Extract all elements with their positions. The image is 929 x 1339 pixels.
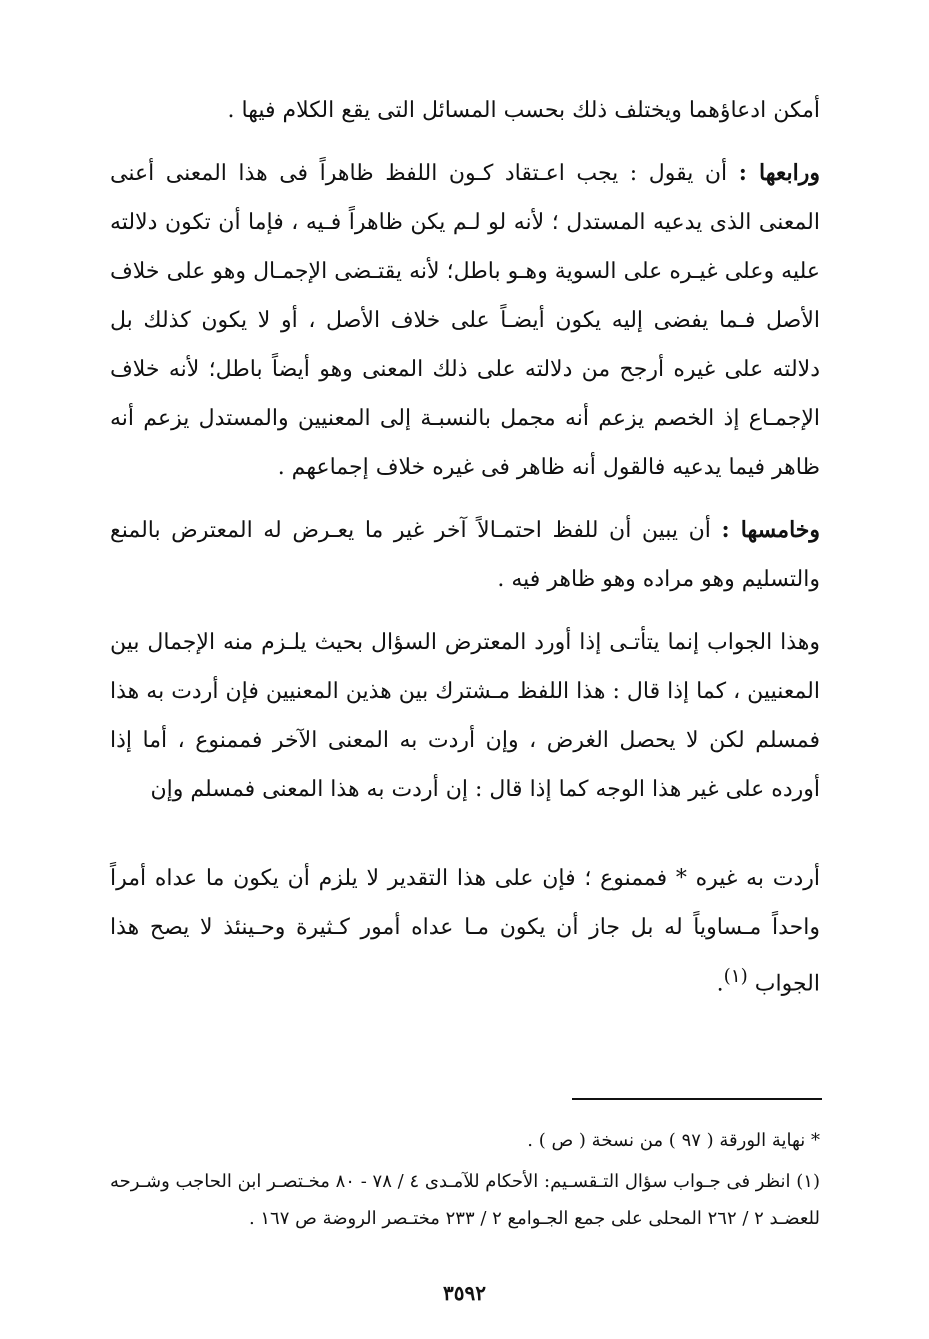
paragraph-5-end: . (716, 971, 724, 997)
footnote-reference: (١) (723, 966, 748, 987)
paragraph-3 (110, 506, 820, 604)
paragraph-4: وهذا الجواب إنما يتأتـى إذا أورد المعترض السؤال بحيث يلـزم منه الإجمال بين المعنيين ، كما إذا قال : هذا اللفظ مـشترك بين هذين المعنيين فإن أردت به هذا فمسلم لكن لا يحصل الغرض ، وإن أردت به المعنى الآخر فممنوع ، أما إذا أورده على غير هذا الوجه كما إذا قال : إن أردت به هذا المعنى فمسلم وإن (110, 630, 820, 802)
main-text (110, 86, 820, 1022)
page-number: ٣٥٩٢ (443, 1281, 486, 1305)
paragraph-1: أمكن ادعاؤهما ويختلف ذلك بحسب المسائل التى يقع الكلام فيها . (227, 98, 820, 123)
footnote-manuscript-note: * نهاية الورقة ( ٩٧ ) من نسخة ( ص ) . (527, 1130, 820, 1151)
paragraph-5 (110, 854, 820, 1008)
footnote-divider (572, 1098, 822, 1100)
footnotes (110, 1122, 820, 1241)
paragraph-5-text: أردت به غيره * فممنوع ؛ فإن على هذا التقدير لا يلزم أن يكون ما عداه أمراً واحداً مـساوياً له بل جاز أن يكون مـا عداه أمور كـثيرة وحـينئذ لا يصح هذا الجواب (110, 866, 820, 997)
paragraph-2-text: أن يقول : يجب اعـتقاد كـون اللفظ ظاهراً فى هذا المعنى أعنى المعنى الذى يدعيه المستدل ؛ لأنه لو لـم يكن ظاهراً فـيه ، فإما أن تكون دلالته عليه وعلى غيـره على السوية وهـو باطل؛ لأنه يقتـضى الإجمـال وهو على خلاف الأصل فـما يفضى إليه يكون أيضـاً على خلاف الأصل ، أو لا يكون كذلك بل دلالته على غيره أرجح من دلالته على ذلك المعنى وهو أيضاً باطل؛ لأنه خلاف الإجمـاع إذ الخصم يزعم أنه مجمل بالنسبـة إلى المعنيين والمستدل يزعم أنه ظاهر فيما يدعيه فالقول أنه ظاهر فى غيره خلاف إجماعهم . (110, 161, 820, 480)
paragraph-2-lead: ورابعها : (738, 160, 820, 186)
footnote-1: (١) انظر فى جـواب سؤال التـقسـيم: الأحكام للآمـدى ٤ / ٧٨ - ٨٠ مخـتصـر ابن الحاجب وشـرحه للعضـد ٢ / ٢٦٢ المحلى على جمع الجـوامع ٢ / ٢٣٣ مختـصر الروضة ص ١٦٧ . (110, 1171, 820, 1229)
paragraph-2 (110, 149, 820, 492)
paragraph-3-lead: وخامسها : (721, 517, 820, 543)
paragraph-3-text: أن يبين أن للفظ احتمـالاً آخر غير ما يعـرض له المعترض بالمنع والتسليم وهو مراده وهو ظاهر فيه . (110, 518, 820, 592)
